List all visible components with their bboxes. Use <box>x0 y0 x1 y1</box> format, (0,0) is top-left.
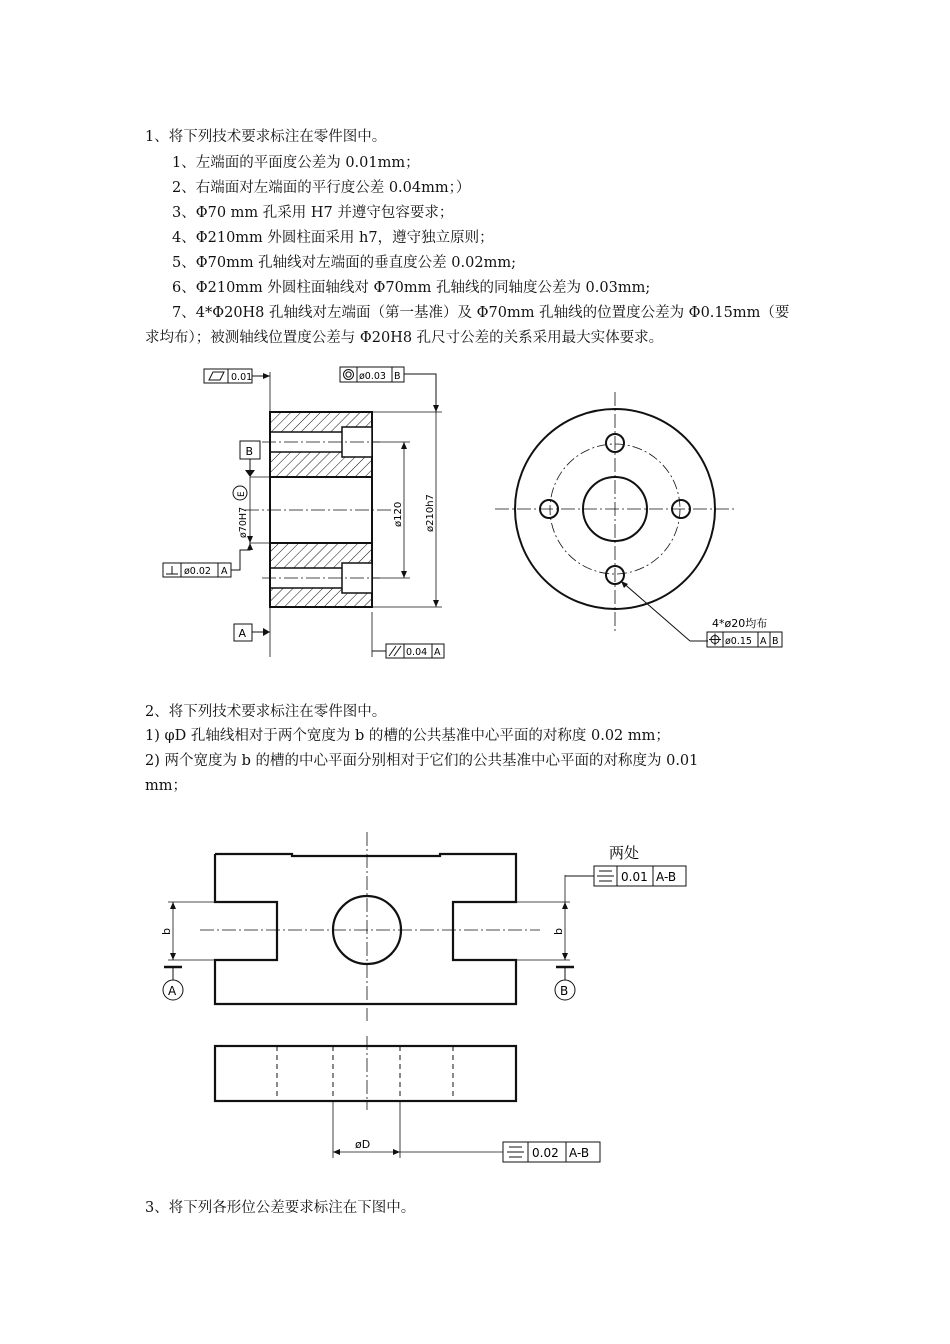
symmetry-icon <box>507 1147 524 1157</box>
symmetry-bottom-datum: A-B <box>569 1146 590 1160</box>
section2-item-2-cont: mm； <box>145 778 187 794</box>
section1-item-3: 3、Φ70 mm 孔采用 H7 并遵守包容要求； <box>172 205 454 221</box>
slot-width-right: b <box>552 928 565 935</box>
perpendicularity-value: ø0.02 <box>184 566 211 577</box>
parallelism-value: 0.04 <box>406 647 428 658</box>
dim-hole-label: øD <box>355 1138 371 1151</box>
dim-bore-label: ø70H7 <box>238 506 249 538</box>
section2-item-1: 1) φD 孔轴线相对于两个宽度为 b 的槽的公共基准中心平面的对称度 0.02 mm； <box>145 728 670 744</box>
dim-outer-label: ø210h7 <box>425 494 436 532</box>
datum-b-letter: B <box>245 445 254 458</box>
symmetry-bottom-value: 0.02 <box>532 1146 559 1160</box>
datum-b-symbol <box>555 967 575 1000</box>
symmetry-icon <box>597 871 614 881</box>
coaxiality-value: ø0.03 <box>359 371 386 382</box>
dim-bolt-circle-label: ø120 <box>393 501 404 527</box>
flatness-value: 0.01 <box>231 372 253 383</box>
section1-item-6: 6、Φ210mm 外圆柱面轴线对 Φ70mm 孔轴线的同轴度公差为 0.03mm; <box>172 280 651 296</box>
two-places-label: 两处 <box>609 844 640 862</box>
position-value: ø0.15 <box>725 636 752 647</box>
section2-item-2: 2) 两个宽度为 b 的槽的中心平面分别相对于它们的公共基准中心平面的对称度为 0.01 <box>145 753 699 769</box>
parallelism-datum: A <box>434 647 441 658</box>
section3-title: 3、将下列各形位公差要求标注在下图中。 <box>145 1200 416 1216</box>
section2-title: 2、将下列技术要求标注在零件图中。 <box>145 704 387 720</box>
section1-item-7: 7、4*Φ20H8 孔轴线对左端面（第一基准）及 Φ70mm 孔轴线的位置度公差为 Φ0.15mm（要 <box>172 305 790 321</box>
section1-item-1: 1、左端面的平面度公差为 0.01mm； <box>172 155 420 171</box>
front-view <box>215 1036 516 1158</box>
symmetry-frame-top <box>565 866 686 886</box>
perpendicularity-datum: A <box>221 566 228 577</box>
section1-item-7-cont: 求均布）；被测轴线位置度公差与 Φ20H8 孔尺寸公差的关系采用最大实体要求。 <box>145 330 664 346</box>
section1-item-5: 5、Φ70mm 孔轴线对左端面的垂直度公差 0.02mm; <box>172 255 516 271</box>
top-view <box>160 832 570 1021</box>
section1-item-2: 2、右端面对左端面的平行度公差 0.04mm；） <box>172 180 471 196</box>
symmetry-frame-bottom <box>503 1142 600 1162</box>
datum-a-symbol <box>163 967 183 1000</box>
section1-title: 1、将下列技术要求标注在零件图中。 <box>145 129 387 145</box>
position-datum-b: B <box>772 636 779 647</box>
symmetry-top-value: 0.01 <box>621 870 648 884</box>
datum-b-letter-2: B <box>560 984 569 998</box>
hole-note: 4*ø20均布 <box>712 617 768 630</box>
datum-a-letter-2: A <box>168 984 177 998</box>
section1-item-4: 4、Φ210mm 外圆柱面采用 h7，遵守独立原则； <box>172 230 494 246</box>
envelope-letter: E <box>237 491 247 497</box>
coaxiality-datum: B <box>394 371 401 382</box>
position-datum-a: A <box>760 636 767 647</box>
symmetry-top-datum: A-B <box>656 870 677 884</box>
slot-width-left: b <box>160 928 173 935</box>
datum-a-letter: A <box>238 627 247 640</box>
